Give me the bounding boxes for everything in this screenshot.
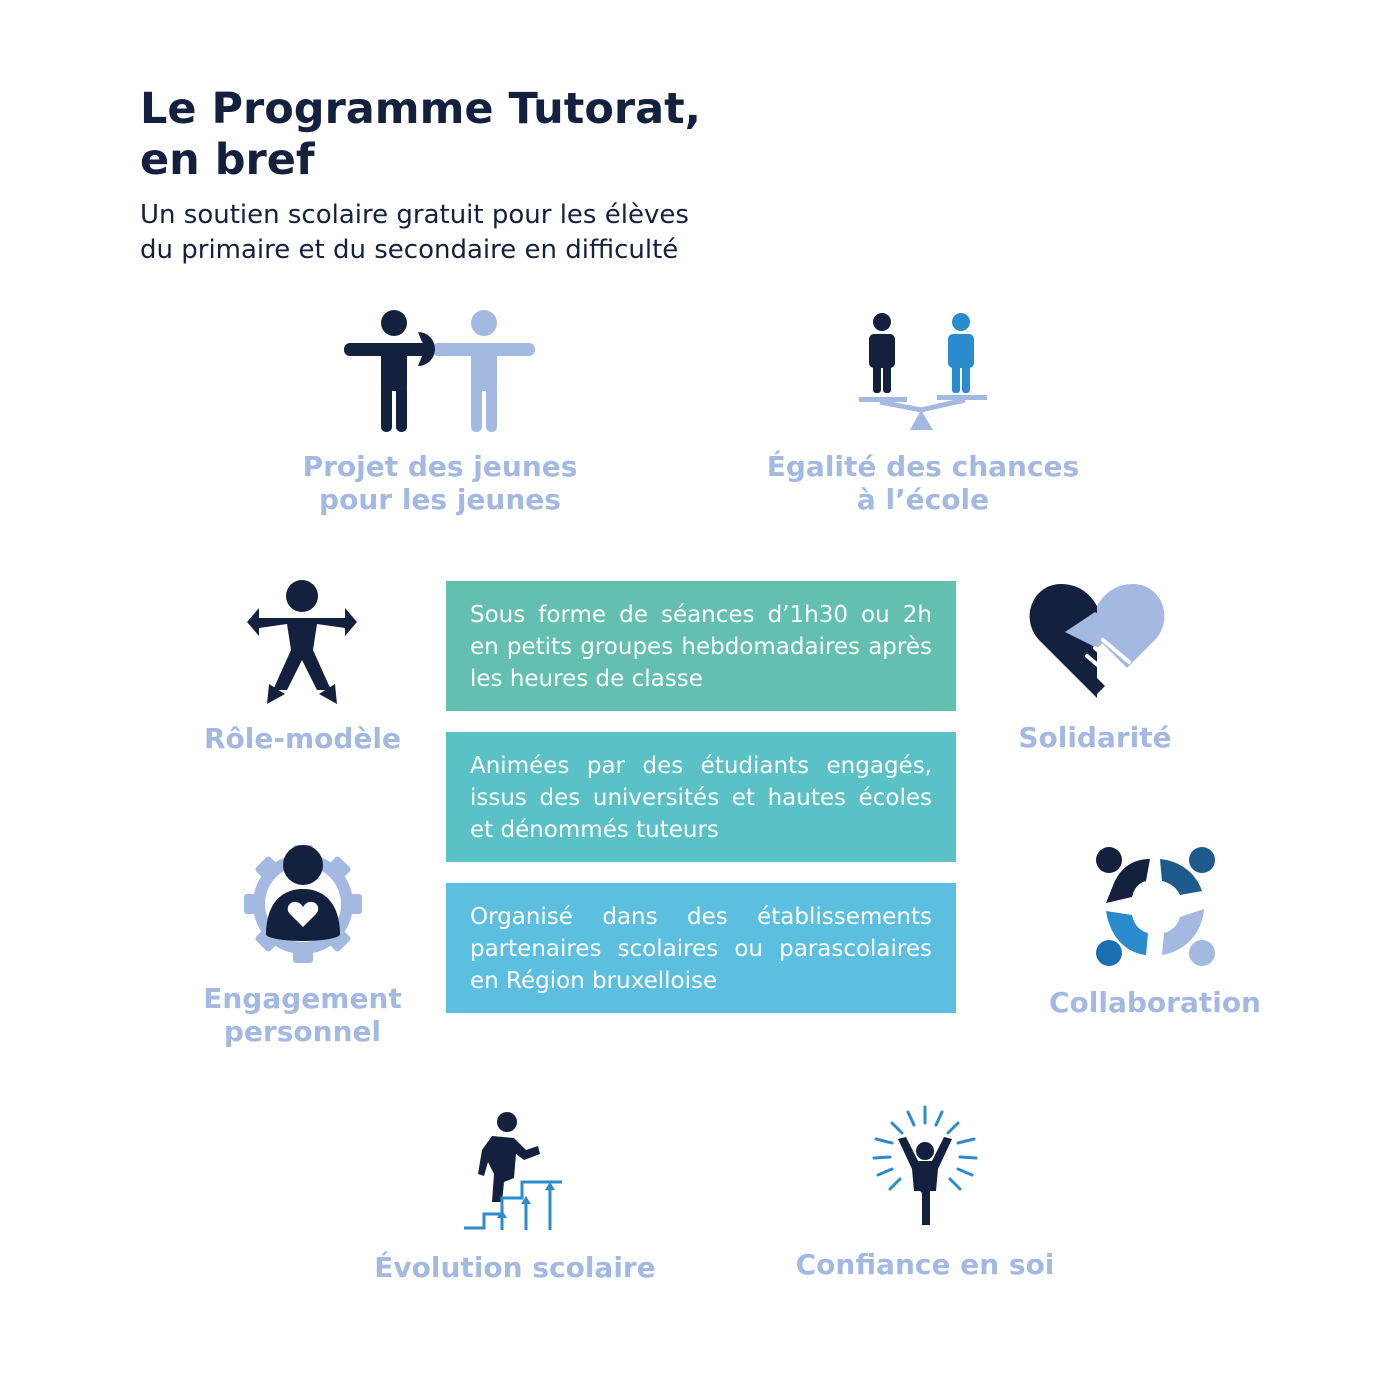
page-title [140, 84, 840, 186]
value-collaboration-label: Collaboration [1048, 986, 1261, 1019]
info-box-sessions: Sous forme de séances d’1h30 ou 2h en petits groupes hebdomadaires après les heures de classe [446, 581, 956, 711]
value-evolution-label: Évolution scolaire [374, 1251, 656, 1284]
value-egalite-label: Égalité des chances à l’école [766, 450, 1080, 516]
value-projet-label: Projet des jeunes pour les jeunes [302, 450, 578, 516]
page-title-line-1: Le Programme Tutorat, [140, 84, 701, 134]
info-box-locations: Organisé dans des établissements partenaires scolaires ou parascolaires en Région bruxelloise [446, 883, 956, 1013]
stairs-climb-icon [462, 1110, 567, 1235]
value-confiance-label: Confiance en soi [795, 1248, 1055, 1281]
page-subtitle-line-2: du primaire et du secondaire en difficulté [140, 235, 679, 265]
role-model-icon [245, 578, 360, 706]
gear-heart-person-icon [242, 843, 364, 965]
page-subtitle [140, 198, 840, 268]
info-box-tutors: Animées par des étudiants engagés, issus des universités et hautes écoles et dénommés tuteurs [446, 732, 956, 862]
balance-scale-icon [855, 310, 990, 435]
value-engagement-label: Engagement personnel [203, 982, 402, 1048]
page-subtitle-line-1: Un soutien scolaire gratuit pour les élèves [140, 200, 689, 230]
value-role-label: Rôle-modèle [203, 722, 402, 755]
radiant-person-icon [868, 1103, 983, 1228]
value-solidarite-label: Solidarité [1018, 721, 1172, 754]
heart-handshake-icon [1025, 578, 1170, 703]
mentoring-people-icon [340, 306, 540, 436]
page-title-line-2: en bref [140, 135, 315, 185]
team-circle-icon [1092, 843, 1218, 969]
